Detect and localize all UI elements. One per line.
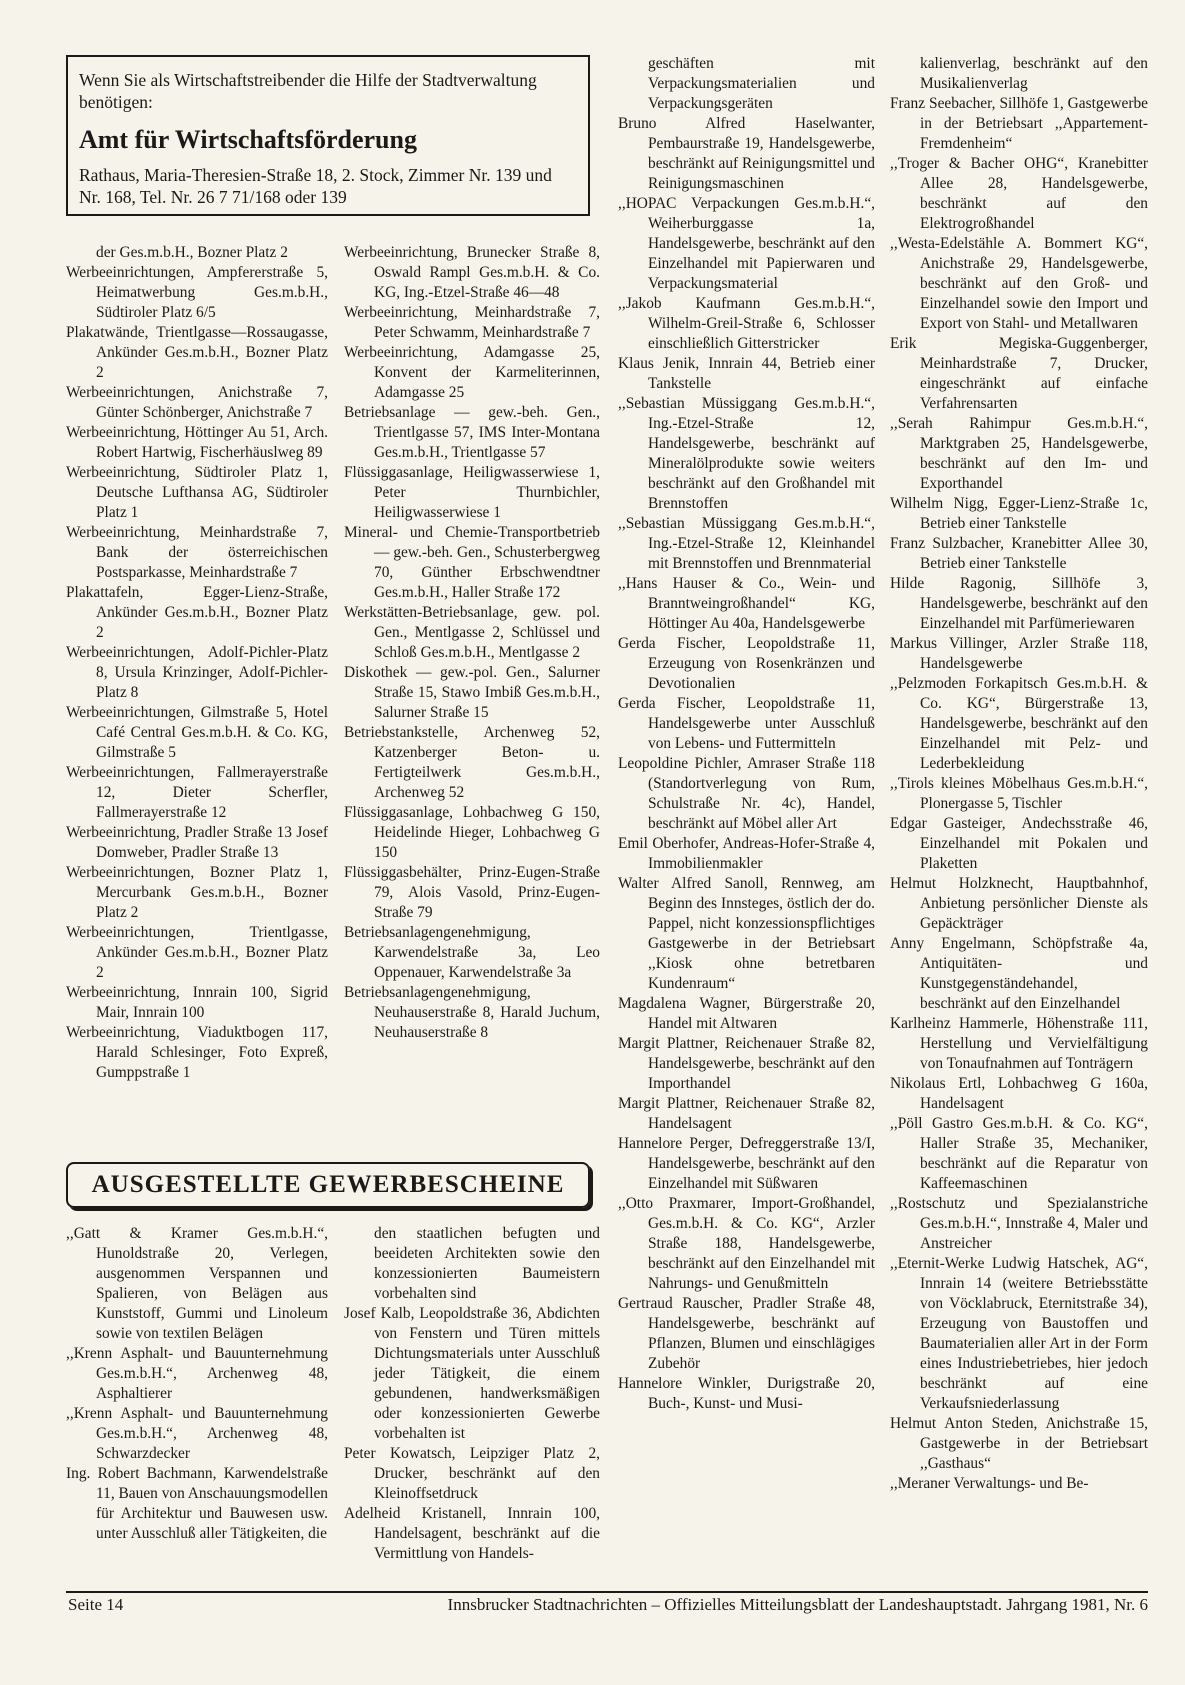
info-box-intro: Wenn Sie als Wirtschaftstreibender die Hilfe der Stadtverwaltung benötigen: bbox=[79, 70, 537, 112]
list-item: Margit Plattner, Reichenauer Straße 82, Handelsagent bbox=[618, 1095, 875, 1132]
continued-entry: geschäften mit Verpackungsmaterialien und Verpackungsgeräten bbox=[648, 55, 875, 112]
list-item: Hannelore Perger, Defreggerstraße 13/I, Handelsgewerbe, beschränkt auf den Einzelhandel mit Süßwaren bbox=[618, 1135, 875, 1192]
list-item: Helmut Holzknecht, Hauptbahnhof, Anbietung persönlicher Dienste als Gepäckträger bbox=[890, 875, 1148, 932]
list-item: Werbeeinrichtung, Adamgasse 25, Konvent der Karmeliterinnen, Adamgasse 25 bbox=[344, 344, 600, 401]
list-item: Emil Oberhofer, Andreas-Hofer-Straße 4, Immobilienmakler bbox=[618, 835, 875, 872]
list-item: Werbeeinrichtung, Innrain 100, Sigrid Mair, Innrain 100 bbox=[66, 984, 328, 1021]
continued-entry: der Ges.m.b.H., Bozner Platz 2 bbox=[96, 244, 288, 261]
page-number: Seite 14 bbox=[68, 1595, 124, 1614]
list-item: ,,Gatt & Kramer Ges.m.b.H.“, Hunoldstraße 20, Verlegen, ausgenommen Verspannen und Spalieren, von Belägen aus Kunststoff, Gummi und Linoleum sowie von textilen Belägen bbox=[66, 1225, 328, 1342]
list-item: Werbeeinrichtung, Brunecker Straße 8, Oswald Rampl Ges.m.b.H. & Co. KG, Ing.-Etzel-Straße 46—48 bbox=[344, 244, 600, 301]
list-item: Diskothek — gew.-pol. Gen., Salurner Straße 15, Stawo Imbiß Ges.m.b.H., Salurner Straße 15 bbox=[344, 664, 600, 721]
list-item: Werbeeinrichtung, Meinhardstraße 7, Bank der österreichischen Postsparkasse, Meinhardstraße 7 bbox=[66, 524, 328, 581]
list-item: Nikolaus Ertl, Lohbachweg G 160a, Handelsagent bbox=[890, 1075, 1148, 1112]
office-title: Amt für Wirtschaftsförderung bbox=[79, 125, 417, 154]
list-item: Gerda Fischer, Leopoldstraße 11, Erzeugung von Rosenkränzen und Devotionalien bbox=[618, 635, 875, 692]
list-item: Flüssiggasbehälter, Prinz-Eugen-Straße 79, Alois Vasold, Prinz-Eugen-Straße 79 bbox=[344, 864, 600, 921]
list-item: Werbeeinrichtung, Viaduktbogen 117, Harald Schlesinger, Foto Expreß, Gumppstraße 1 bbox=[66, 1024, 328, 1081]
list-item: Leopoldine Pichler, Amraser Straße 118 (Standortverlegung von Rum, Schulstraße Nr. 4c), Handel, beschränkt auf Möbel aller Art bbox=[618, 755, 875, 832]
publication-line: Innsbrucker Stadtnachrichten – Offizielles Mitteilungsblatt der Landeshauptstadt. Jahrgang 1981, Nr. 6 bbox=[447, 1595, 1148, 1614]
list-item: Karlheinz Hammerle, Höhenstraße 111, Herstellung und Vervielfältigung von Tonaufnahmen auf Tonträgern bbox=[890, 1015, 1148, 1072]
list-item: Erik Megiska-Guggenberger, Meinhardstraße 7, Drucker, eingeschränkt auf einfache Verfahrensarten bbox=[890, 335, 1148, 412]
list-item: Hannelore Winkler, Durigstraße 20, Buch-, Kunst- und Musi- bbox=[618, 1375, 875, 1412]
list-item: Plakatwände, Trientlgasse—Rossaugasse, Ankünder Ges.m.b.H., Bozner Platz 2 bbox=[66, 324, 328, 381]
column-licenses-2 bbox=[344, 1224, 600, 1564]
list-item: Peter Kowatsch, Leipziger Platz 2, Drucker, beschränkt auf den Kleinoffsetdruck bbox=[344, 1445, 600, 1502]
list-item: Edgar Gasteiger, Andechsstraße 46, Einzelhandel mit Pokalen und Plaketten bbox=[890, 815, 1148, 872]
list-item: Werbeeinrichtungen, Ampfererstraße 5, Heimatwerbung Ges.m.b.H., Südtiroler Platz 6/5 bbox=[66, 264, 328, 321]
list-item: Plakattafeln, Egger-Lienz-Straße, Ankünder Ges.m.b.H., Bozner Platz 2 bbox=[66, 584, 328, 641]
list-item: Werbeeinrichtung, Meinhardstraße 7, Peter Schwamm, Meinhardstraße 7 bbox=[344, 304, 600, 341]
list-item: ,,Troger & Bacher OHG“, Kranebitter Allee 28, Handelsgewerbe, beschränkt auf den Elektrogroßhandel bbox=[890, 155, 1148, 232]
list-item: ,,Sebastian Müssiggang Ges.m.b.H.“, Ing.-Etzel-Straße 12, Handelsgewerbe, beschränkt auf Mineralölprodukte sowie weiters beschränkt auf den Großhandel mit Brennstoffen bbox=[618, 395, 875, 512]
list-item: Mineral- und Chemie-Transportbetrieb — gew.-beh. Gen., Schusterbergweg 70, Günther Erbschwendtner Ges.m.b.H., Haller Straße 172 bbox=[344, 524, 600, 601]
list-item: Klaus Jenik, Innrain 44, Betrieb einer Tankstelle bbox=[618, 355, 875, 392]
list-item: Josef Kalb, Leopoldstraße 36, Abdichten von Fenstern und Türen mittels Dichtungsmaterials unter Ausschluß jeder Tätigkeit, die einem gebundenen, handwerksmäßigen oder konzessionierten Gewerbe vorbehalten ist bbox=[344, 1305, 600, 1442]
list-item: Markus Villinger, Arzler Straße 118, Handelsgewerbe bbox=[890, 635, 1148, 672]
list-item: Margit Plattner, Reichenauer Straße 82, Handelsgewerbe, beschränkt auf den Importhandel bbox=[618, 1035, 875, 1092]
list-item: ,,Hans Hauser & Co., Wein- und Branntweingroßhandel“ KG, Höttinger Au 40a, Handelsgewerbe bbox=[618, 575, 875, 632]
list-item: Werbeeinrichtungen, Fallmerayerstraße 12, Dieter Scherfler, Fallmerayerstraße 12 bbox=[66, 764, 328, 821]
list-item: ,,Tirols kleines Möbelhaus Ges.m.b.H.“, Plonergasse 5, Tischler bbox=[890, 775, 1148, 812]
list-item: Anny Engelmann, Schöpfstraße 4a, Antiquitäten- und Kunstgegenständehandel, beschränkt auf den Einzelhandel bbox=[890, 935, 1148, 1012]
list-item: Flüssiggasanlage, Heiligwasserwiese 1, Peter Thurnbichler, Heiligwasserwiese 1 bbox=[344, 464, 600, 521]
list-item: ,,Krenn Asphalt- und Bauunternehmung Ges.m.b.H.“, Archenweg 48, Asphaltierer bbox=[66, 1345, 328, 1402]
list-item: Helmut Anton Steden, Anichstraße 15, Gastgewerbe in der Betriebsart ,,Gasthaus“ bbox=[890, 1415, 1148, 1472]
list-item: ,,Serah Rahimpur Ges.m.b.H.“, Marktgraben 25, Handelsgewerbe, beschränkt auf den Im- und Exporthandel bbox=[890, 415, 1148, 492]
list-item: ,,Pöll Gastro Ges.m.b.H. & Co. KG“, Haller Straße 35, Mechaniker, beschränkt auf die Reparatur von Kaffeemaschinen bbox=[890, 1115, 1148, 1192]
list-item: ,,Krenn Asphalt- und Bauunternehmung Ges.m.b.H.“, Archenweg 48, Schwarzdecker bbox=[66, 1405, 328, 1462]
list-item: Werbeeinrichtungen, Anichstraße 7, Günter Schönberger, Anichstraße 7 bbox=[66, 384, 328, 421]
list-item: Werbeeinrichtungen, Bozner Platz 1, Mercurbank Ges.m.b.H., Bozner Platz 2 bbox=[66, 864, 328, 921]
list-item: Werbeeinrichtungen, Trientlgasse, Ankünder Ges.m.b.H., Bozner Platz 2 bbox=[66, 924, 328, 981]
list-item: Gertraud Rauscher, Pradler Straße 48, Handelsgewerbe, beschränkt auf Pflanzen, Blumen und einschlägiges Zubehör bbox=[618, 1295, 875, 1372]
continued-entry: kalienverlag, beschränkt auf den Musikalienverlag bbox=[920, 55, 1148, 92]
list-item: ,,Otto Praxmarer, Import-Großhandel, Ges.m.b.H. & Co. KG“, Arzler Straße 188, Handelsgewerbe, beschränkt auf den Einzelhandel mit Nahrungs- und Genußmitteln bbox=[618, 1195, 875, 1292]
list-item: Werbeeinrichtung, Pradler Straße 13 Josef Domweber, Pradler Straße 13 bbox=[66, 824, 328, 861]
column-permits-2 bbox=[344, 243, 600, 1043]
list-item: Werbeeinrichtungen, Gilmstraße 5, Hotel Café Central Ges.m.b.H. & Co. KG, Gilmstraße 5 bbox=[66, 704, 328, 761]
list-item: ,,Sebastian Müssiggang Ges.m.b.H.“, Ing.-Etzel-Straße 12, Kleinhandel mit Brennstoffen und Brennmaterial bbox=[618, 515, 875, 572]
column-licenses-1 bbox=[66, 1224, 328, 1544]
list-item: Werbeeinrichtung, Höttinger Au 51, Arch. Robert Hartwig, Fischerhäuslweg 89 bbox=[66, 424, 328, 461]
list-item: Werkstätten-Betriebsanlage, gew. pol. Gen., Mentlgasse 2, Schlüssel und Schloß Ges.m.b.H., Mentlgasse 2 bbox=[344, 604, 600, 661]
list-item: ,,Westa-Edelstähle A. Bommert KG“, Anichstraße 29, Handelsgewerbe, beschränkt auf den Groß- und Einzelhandel sowie den Import und Export von Stahl- und Metallwaren bbox=[890, 235, 1148, 332]
list-item: ,,Jakob Kaufmann Ges.m.b.H.“, Wilhelm-Greil-Straße 6, Schlosser einschließlich Gitterstricker bbox=[618, 295, 875, 352]
list-item: Walter Alfred Sanoll, Rennweg, am Beginn des Innsteges, östlich der do. Pappel, nicht konzessionspflichtiges Gastgewerbe in der Betriebsart ,,Kiosk ohne betretbaren Kundenraum“ bbox=[618, 875, 875, 992]
footer-divider bbox=[66, 1591, 1148, 1593]
list-item: Wilhelm Nigg, Egger-Lienz-Straße 1c, Betrieb einer Tankstelle bbox=[890, 495, 1148, 532]
column-permits-1 bbox=[66, 243, 328, 1083]
list-item: Hilde Ragonig, Sillhöfe 3, Handelsgewerbe, beschränkt auf den Einzelhandel mit Parfümeriewaren bbox=[890, 575, 1148, 632]
list-item: Betriebstankstelle, Archenweg 52, Katzenberger Beton- u. Fertigteilwerk Ges.m.b.H., Archenweg 52 bbox=[344, 724, 600, 801]
list-item: Betriebsanlagengenehmigung, Neuhauserstraße 8, Harald Juchum, Neuhauserstraße 8 bbox=[344, 984, 600, 1041]
section-title: AUSGESTELLTE GEWERBESCHEINE bbox=[66, 1162, 590, 1208]
column-licenses-3 bbox=[618, 54, 875, 1414]
list-item: ,,Eternit-Werke Ludwig Hatschek, AG“, Innrain 14 (weitere Betriebsstätte von Vöcklabruck, Eternitstraße 34), Erzeugung von Baustoffen und Baumaterialien aller Art in der Form eines Industriebetriebes, hier jedoch beschränkt auf eine Verkaufsniederlassung bbox=[890, 1255, 1148, 1412]
office-address: Rathaus, Maria-Theresien-Straße 18, 2. Stock, Zimmer Nr. 139 und Nr. 168, Tel. Nr. 26 7 71/168 oder 139 bbox=[79, 165, 552, 207]
list-item: Franz Seebacher, Sillhöfe 1, Gastgewerbe in der Betriebsart ,,Appartement-Fremdenheim“ bbox=[890, 95, 1148, 152]
list-item: Magdalena Wagner, Bürgerstraße 20, Handel mit Altwaren bbox=[618, 995, 875, 1032]
list-item: Betriebsanlage — gew.-beh. Gen., Trientlgasse 57, IMS Inter-Montana Ges.m.b.H., Trientlgasse 57 bbox=[344, 404, 600, 461]
list-item: Ing. Robert Bachmann, Karwendelstraße 11, Bauen von Anschauungsmodellen für Architektur und Bauwesen usw. unter Ausschluß aller Tätigkeiten, die bbox=[66, 1465, 328, 1542]
list-item: Bruno Alfred Haselwanter, Pembaurstraße 19, Handelsgewerbe, beschränkt auf Reinigungsmittel und Reinigungsmaschinen bbox=[618, 115, 875, 192]
list-item: ,,HOPAC Verpackungen Ges.m.b.H.“, Weiherburggasse 1a, Handelsgewerbe, beschränkt auf den Einzelhandel mit Papierwaren und Verpackungsmaterial bbox=[618, 195, 875, 292]
list-item: Franz Sulzbacher, Kranebitter Allee 30, Betrieb einer Tankstelle bbox=[890, 535, 1148, 572]
list-item: Werbeeinrichtung, Südtiroler Platz 1, Deutsche Lufthansa AG, Südtiroler Platz 1 bbox=[66, 464, 328, 521]
list-item: Flüssiggasanlage, Lohbachweg G 150, Heidelinde Hieger, Lohbachweg G 150 bbox=[344, 804, 600, 861]
list-item: ,,Pelzmoden Forkapitsch Ges.m.b.H. & Co. KG“, Bürgerstraße 13, Handelsgewerbe, beschränkt auf den Einzelhandel mit Pelz- und Lederbekleidung bbox=[890, 675, 1148, 772]
list-item: Werbeeinrichtungen, Adolf-Pichler-Platz 8, Ursula Krinzinger, Adolf-Pichler-Platz 8 bbox=[66, 644, 328, 701]
column-licenses-4 bbox=[890, 54, 1148, 1494]
list-item: Adelheid Kristanell, Innrain 100, Handelsagent, beschränkt auf die Vermittlung von Handels- bbox=[344, 1505, 600, 1562]
info-box bbox=[66, 55, 590, 216]
list-item: Betriebsanlagengenehmigung, Karwendelstraße 3a, Leo Oppenauer, Karwendelstraße 3a bbox=[344, 924, 600, 981]
continued-entry: den staatlichen befugten und beeideten Architekten sowie den konzessionierten Baumeistern vorbehalten sind bbox=[374, 1225, 600, 1302]
list-item: Gerda Fischer, Leopoldstraße 11, Handelsgewerbe unter Ausschluß von Lebens- und Futtermitteln bbox=[618, 695, 875, 752]
list-item: ,,Rostschutz und Spezialanstriche Ges.m.b.H.“, Innstraße 4, Maler und Anstreicher bbox=[890, 1195, 1148, 1252]
list-item: ,,Meraner Verwaltungs- und Be- bbox=[890, 1475, 1089, 1492]
